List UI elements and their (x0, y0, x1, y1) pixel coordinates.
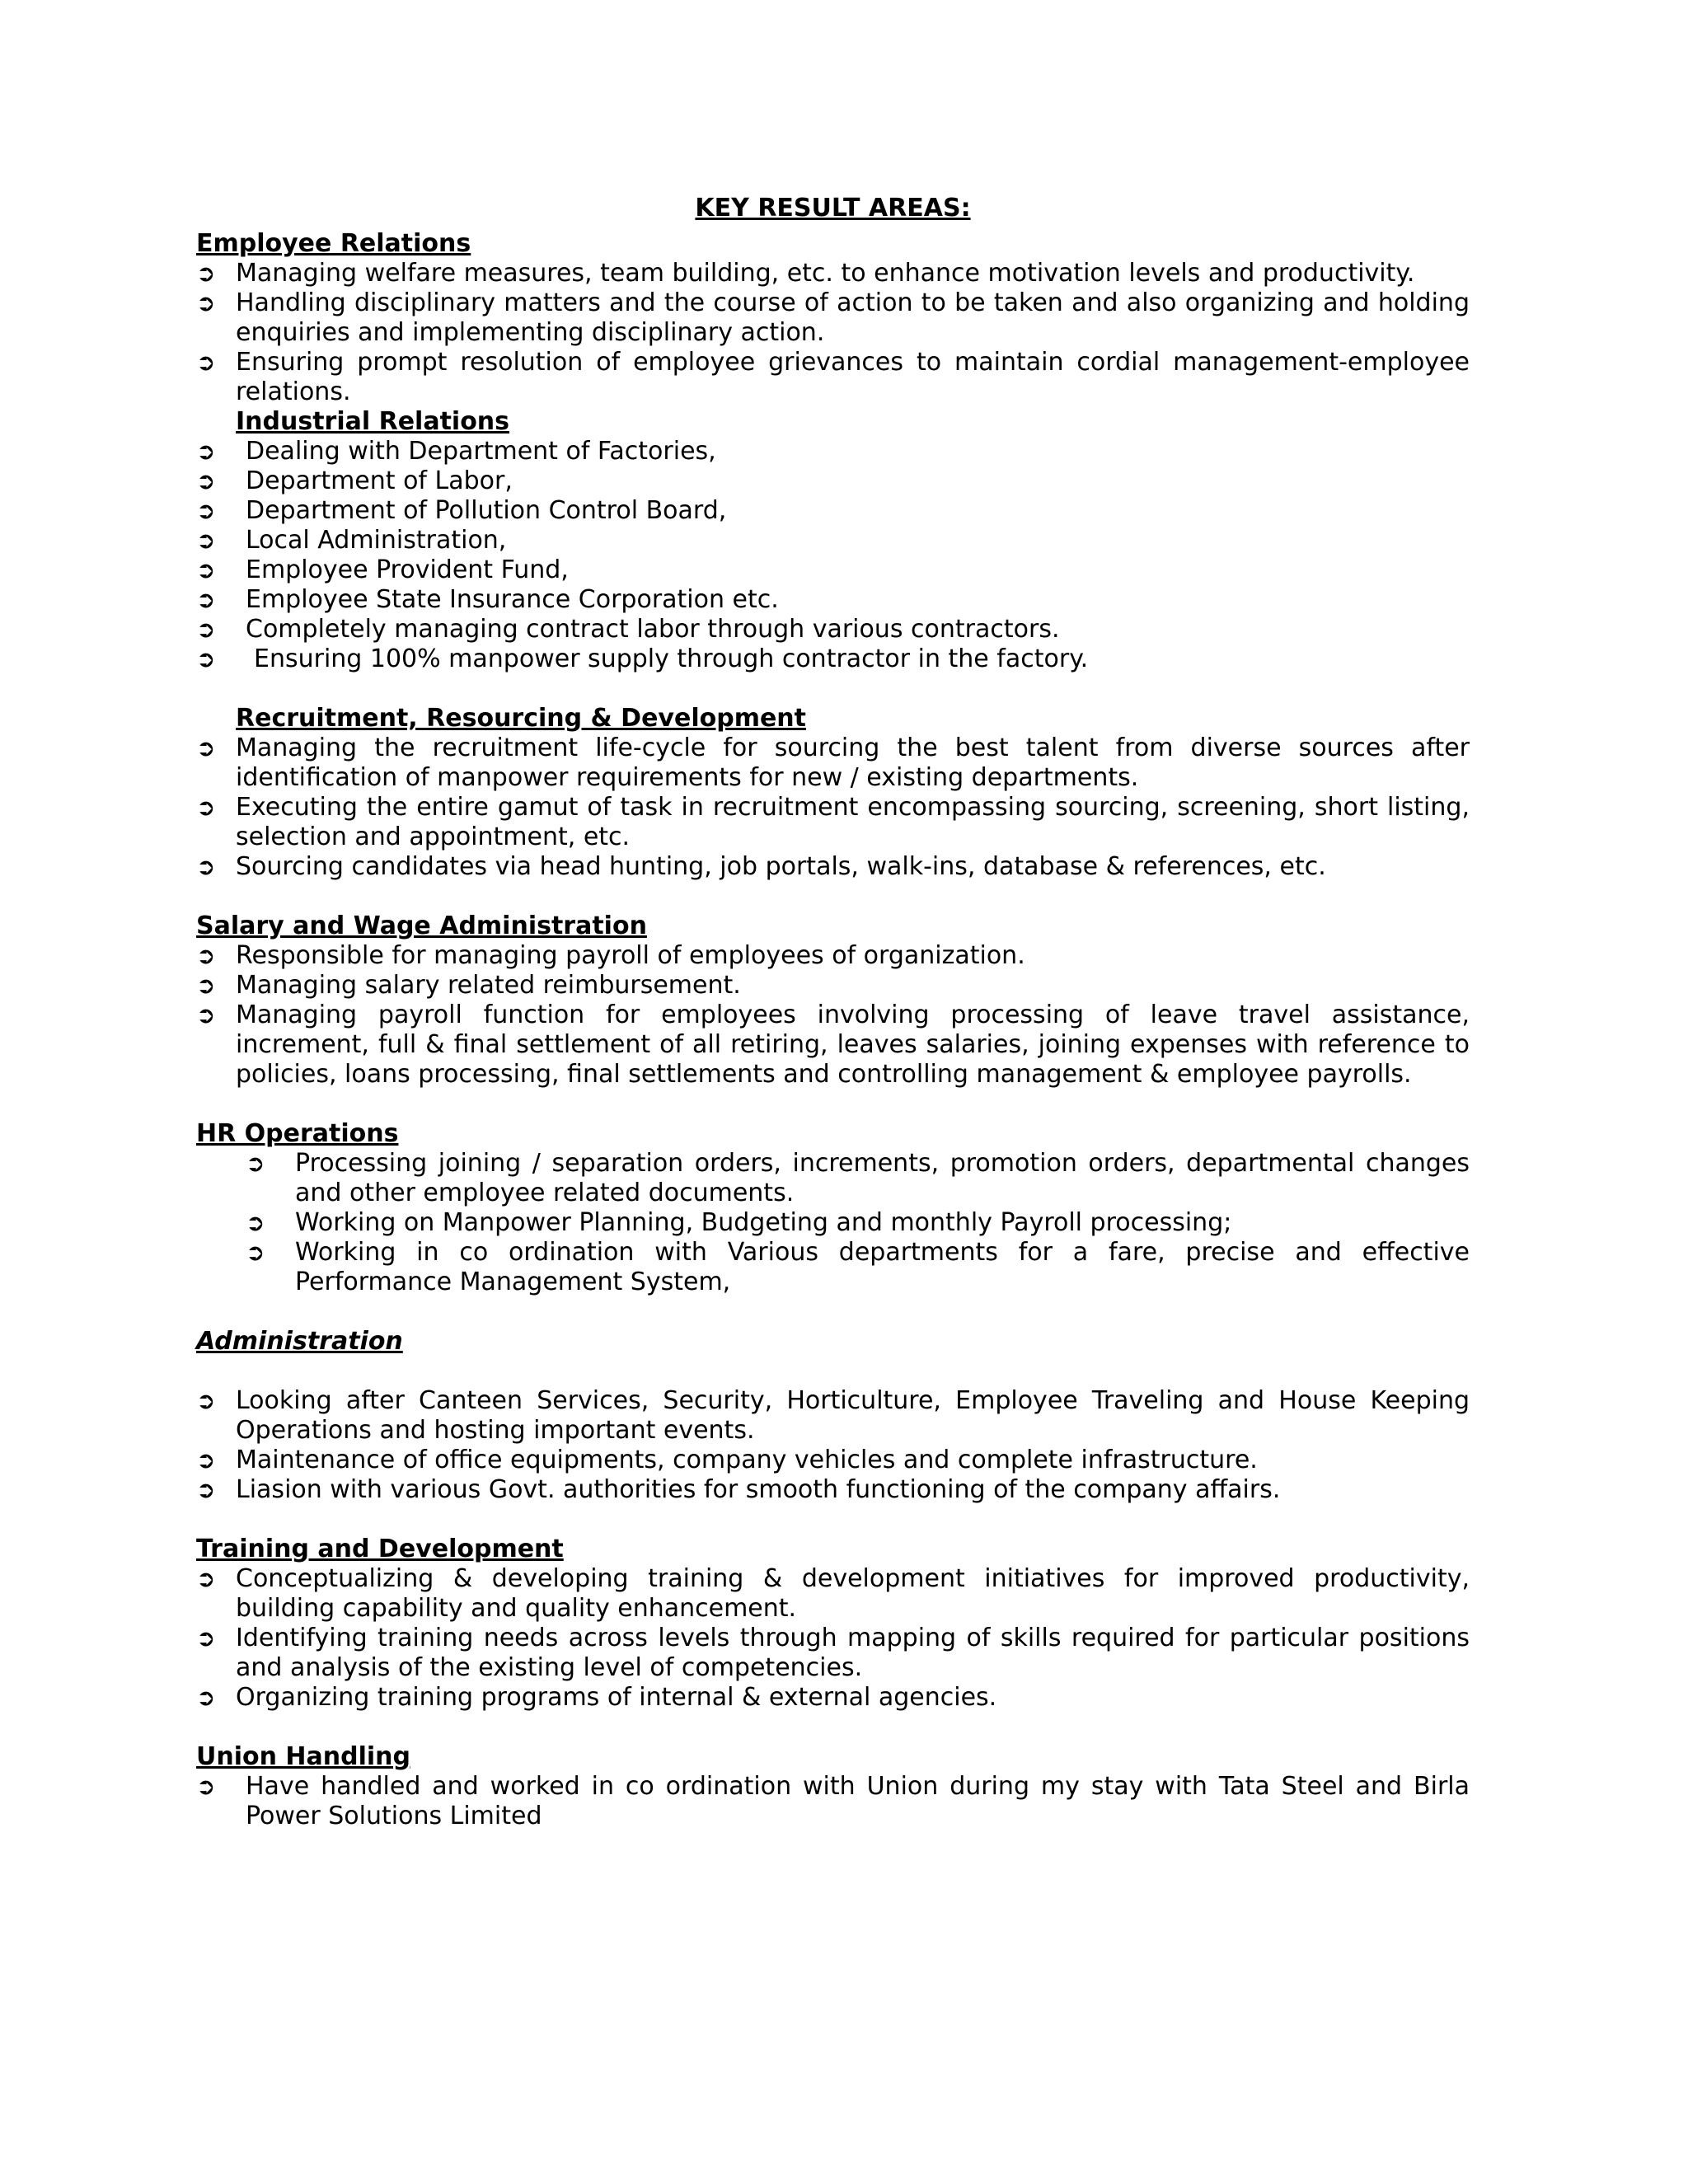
industrial-relations-list (196, 437, 1470, 674)
arrow-bullet-icon: ➲ (196, 556, 216, 583)
arrow-bullet-icon: ➲ (196, 853, 216, 880)
arrow-bullet-icon: ➲ (196, 794, 216, 821)
list-item: ➲ Ensuring prompt resolution of employee grievances to maintain cordial management-employee relations. (196, 348, 1470, 406)
section-heading-administration: Administration (196, 1327, 403, 1356)
spacer (196, 1713, 1470, 1742)
list-item: ➲ Working in co ordination with Various departments for a fare, precise and effective Performance Management System, (246, 1238, 1470, 1296)
arrow-bullet-icon: ➲ (196, 1624, 216, 1652)
spacer (196, 1357, 1470, 1386)
arrow-bullet-icon: ➲ (196, 497, 216, 524)
section-heading-union-handling: Union Handling (196, 1742, 410, 1771)
section-heading-recruitment: Recruitment, Resourcing & Development (236, 704, 806, 733)
section-heading-hr-operations: HR Operations (196, 1119, 399, 1148)
arrow-bullet-icon: ➲ (246, 1239, 265, 1266)
spacer (196, 1505, 1470, 1535)
employee-relations-list (196, 259, 1470, 407)
administration-list (196, 1386, 1470, 1505)
page-title: KEY RESULT AREAS: (695, 194, 971, 223)
arrow-bullet-icon: ➲ (196, 527, 216, 554)
arrow-bullet-icon: ➲ (196, 1565, 216, 1592)
arrow-bullet-icon: ➲ (196, 1773, 216, 1800)
arrow-bullet-icon: ➲ (196, 942, 216, 969)
document-page (196, 194, 1470, 1831)
hr-operations-list (196, 1149, 1470, 1297)
list-item: ➲ Conceptualizing & developing training & development initiatives for improved productivity, building capability and quality enhancement. (196, 1564, 1470, 1623)
list-item: ➲ Department of Pollution Control Board, (196, 496, 727, 525)
list-item: ➲ Organizing training programs of internal & external agencies. (196, 1683, 997, 1712)
section-heading-industrial-relations: Industrial Relations (236, 407, 510, 436)
arrow-bullet-icon: ➲ (196, 1684, 216, 1711)
list-item: ➲ Sourcing candidates via head hunting, job portals, walk-ins, database & references, etc. (196, 852, 1326, 881)
spacer (196, 1297, 1470, 1327)
arrow-bullet-icon: ➲ (196, 734, 216, 762)
arrow-bullet-icon: ➲ (196, 1387, 216, 1414)
list-item: ➲ Executing the entire gamut of task in recruitment encompassing sourcing, screening, short listing, selection and appointment, etc. (196, 793, 1470, 851)
arrow-bullet-icon: ➲ (196, 438, 216, 465)
arrow-bullet-icon: ➲ (196, 349, 216, 376)
recruitment-list (196, 733, 1470, 882)
list-item: ➲ Working on Manpower Planning, Budgeting and monthly Payroll processing; (246, 1208, 1232, 1237)
list-item: ➲ Managing the recruitment life-cycle for sourcing the best talent from diverse sources after identification of manpower requirements for new / existing departments. (196, 733, 1470, 792)
list-item: ➲ Responsible for managing payroll of employees of organization. (196, 941, 1025, 970)
arrow-bullet-icon: ➲ (196, 467, 216, 494)
list-item: ➲ Maintenance of office equipments, company vehicles and complete infrastructure. (196, 1446, 1258, 1474)
spacer (196, 674, 1470, 704)
arrow-bullet-icon: ➲ (246, 1209, 265, 1236)
arrow-bullet-icon: ➲ (196, 586, 216, 613)
arrow-bullet-icon: ➲ (196, 260, 216, 287)
section-heading-salary-wage: Salary and Wage Administration (196, 912, 647, 940)
arrow-bullet-icon: ➲ (196, 972, 216, 999)
section-heading-employee-relations: Employee Relations (196, 229, 471, 258)
list-item: ➲ Handling disciplinary matters and the course of action to be taken and also organizing and holding enquiries and implementing disciplinary action. (196, 288, 1470, 347)
list-item: ➲ Managing welfare measures, team building, etc. to enhance motivation levels and productivity. (196, 259, 1415, 288)
list-item: ➲ Employee Provident Fund, (196, 555, 569, 584)
arrow-bullet-icon: ➲ (196, 1476, 216, 1503)
union-list (196, 1772, 1470, 1831)
list-item: ➲ Liasion with various Govt. authorities for smooth functioning of the company affairs. (196, 1475, 1281, 1504)
salary-list (196, 941, 1470, 1090)
list-item: ➲ Completely managing contract labor through various contractors. (196, 615, 1060, 644)
arrow-bullet-icon: ➲ (246, 1150, 265, 1177)
arrow-bullet-icon: ➲ (196, 289, 216, 316)
arrow-bullet-icon: ➲ (196, 1001, 216, 1029)
list-item: ➲ Department of Labor, (196, 466, 513, 495)
section-heading-training: Training and Development (196, 1535, 564, 1563)
list-item: ➲ Ensuring 100% manpower supply through contractor in the factory. (196, 644, 1089, 673)
spacer (196, 1090, 1470, 1119)
list-item: ➲ Local Administration, (196, 526, 507, 555)
arrow-bullet-icon: ➲ (196, 616, 216, 643)
training-list (196, 1564, 1470, 1713)
list-item: ➲ Looking after Canteen Services, Security, Horticulture, Employee Traveling and House Keeping Operations and hosting important events. (196, 1386, 1470, 1445)
list-item: ➲ Identifying training needs across levels through mapping of skills required for particular positions and analysis of the existing level of competencies. (196, 1624, 1470, 1682)
spacer (196, 882, 1470, 912)
list-item: ➲ Managing payroll function for employees involving processing of leave travel assistance, increment, full & final settlement of all retiring, leaves salaries, joining expenses with reference to policies, loans processing, final settlements and controlling management & employee payrolls. (196, 1001, 1470, 1089)
list-item: ➲ Have handled and worked in co ordination with Union during my stay with Tata Steel and Birla Power Solutions Limited (196, 1772, 1470, 1830)
arrow-bullet-icon: ➲ (196, 645, 216, 673)
arrow-bullet-icon: ➲ (196, 1446, 216, 1474)
list-item: ➲ Employee State Insurance Corporation etc. (196, 585, 779, 614)
list-item: ➲ Dealing with Department of Factories, (196, 437, 716, 466)
list-item: ➲ Processing joining / separation orders, increments, promotion orders, departmental changes and other employee related documents. (246, 1149, 1470, 1207)
list-item: ➲ Managing salary related reimbursement. (196, 971, 741, 1000)
